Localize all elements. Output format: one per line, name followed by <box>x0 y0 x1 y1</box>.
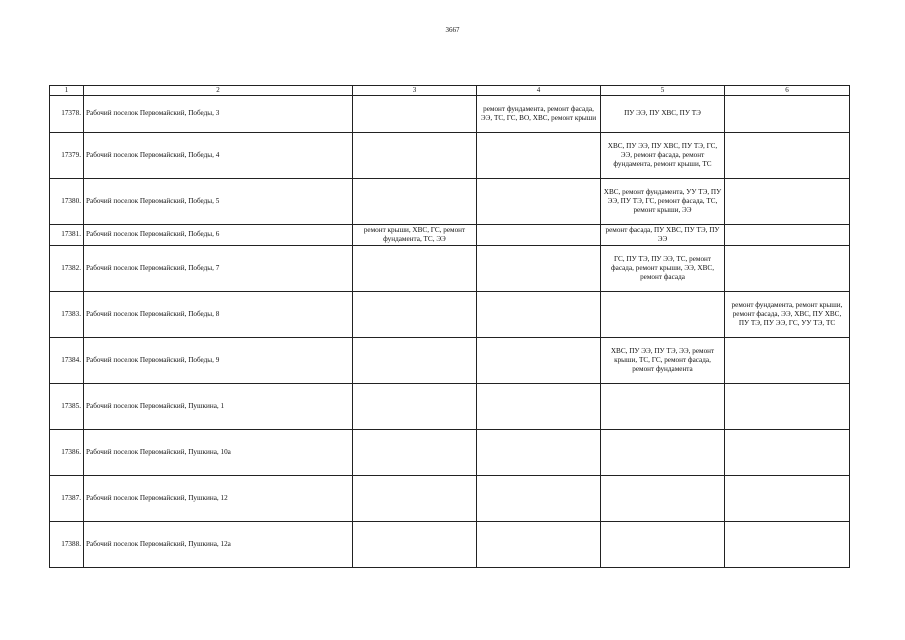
works-col-6 <box>725 430 850 476</box>
works-col-5 <box>601 476 725 522</box>
row-number: 17384. <box>50 338 84 384</box>
works-col-3 <box>353 522 477 568</box>
row-number: 17382. <box>50 246 84 292</box>
page-number: 3667 <box>445 26 460 34</box>
works-col-5 <box>601 384 725 430</box>
row-address: Рабочий поселок Первомайский, Победы, 6 <box>84 225 353 246</box>
table-row <box>50 430 850 476</box>
works-col-3 <box>353 476 477 522</box>
table-row <box>50 292 850 338</box>
works-col-4 <box>477 133 601 179</box>
row-number: 17378. <box>50 96 84 133</box>
row-number: 17388. <box>50 522 84 568</box>
works-col-6 <box>725 96 850 133</box>
row-address: Рабочий поселок Первомайский, Победы, 7 <box>84 246 353 292</box>
works-col-4 <box>477 338 601 384</box>
works-col-4: ремонт фундамента, ремонт фасада, ЭЭ, ТС, ГС, ВО, ХВС, ремонт крыши <box>477 96 601 133</box>
row-number: 17380. <box>50 179 84 225</box>
works-col-4 <box>477 246 601 292</box>
table-row <box>50 476 850 522</box>
works-col-5: ГС, ПУ ТЭ, ПУ ЭЭ, ТС, ремонт фасада, ремонт крыши, ЭЭ, ХВС, ремонт фасада <box>601 246 725 292</box>
works-col-3: ремонт крыши, ХВС, ГС, ремонт фундамента, ТС, ЭЭ <box>353 225 477 246</box>
works-col-3 <box>353 179 477 225</box>
works-col-5: ХВС, ПУ ЭЭ, ПУ ТЭ, ЭЭ, ремонт крыши, ТС, ГС, ремонт фасада, ремонт фундамента <box>601 338 725 384</box>
row-number: 17383. <box>50 292 84 338</box>
table-row <box>50 179 850 225</box>
works-col-5: ПУ ЭЭ, ПУ ХВС, ПУ ТЭ <box>601 96 725 133</box>
works-col-4 <box>477 430 601 476</box>
table-row <box>50 96 850 133</box>
works-col-6 <box>725 522 850 568</box>
row-address: Рабочий поселок Первомайский, Победы, 4 <box>84 133 353 179</box>
works-col-4 <box>477 522 601 568</box>
column-header: 4 <box>477 86 601 96</box>
table-row <box>50 246 850 292</box>
works-col-4 <box>477 179 601 225</box>
works-col-6: ремонт фундамента, ремонт крыши, ремонт фасада, ЭЭ, ХВС, ПУ ХВС, ПУ ТЭ, ПУ ЭЭ, ГС, УУ ТЭ, ТС <box>725 292 850 338</box>
column-number-row <box>50 86 850 96</box>
row-address: Рабочий поселок Первомайский, Пушкина, 1 <box>84 384 353 430</box>
table-row <box>50 225 850 246</box>
table-row <box>50 384 850 430</box>
row-number: 17385. <box>50 384 84 430</box>
works-col-3 <box>353 430 477 476</box>
works-col-3 <box>353 338 477 384</box>
works-col-4 <box>477 476 601 522</box>
works-col-3 <box>353 133 477 179</box>
works-col-4 <box>477 292 601 338</box>
table-row <box>50 338 850 384</box>
works-col-6 <box>725 338 850 384</box>
works-col-6 <box>725 246 850 292</box>
row-address: Рабочий поселок Первомайский, Победы, 8 <box>84 292 353 338</box>
column-header: 6 <box>725 86 850 96</box>
column-header: 1 <box>50 86 84 96</box>
works-col-3 <box>353 384 477 430</box>
row-address: Рабочий поселок Первомайский, Пушкина, 12 <box>84 476 353 522</box>
works-col-3 <box>353 292 477 338</box>
works-col-5 <box>601 522 725 568</box>
works-col-6 <box>725 179 850 225</box>
works-col-3 <box>353 96 477 133</box>
column-header: 5 <box>601 86 725 96</box>
table-row <box>50 133 850 179</box>
works-col-6 <box>725 133 850 179</box>
works-col-5: ХВС, ремонт фундамента, УУ ТЭ, ПУ ЭЭ, ПУ ТЭ, ГС, ремонт фасада, ТС, ремонт крыши, ЭЭ <box>601 179 725 225</box>
works-col-6 <box>725 225 850 246</box>
column-header: 2 <box>84 86 353 96</box>
works-col-5: ремонт фасада, ПУ ХВС, ПУ ТЭ, ПУ ЭЭ <box>601 225 725 246</box>
works-col-4 <box>477 225 601 246</box>
row-number: 17379. <box>50 133 84 179</box>
row-address: Рабочий поселок Первомайский, Победы, 5 <box>84 179 353 225</box>
works-col-4 <box>477 384 601 430</box>
works-col-5 <box>601 292 725 338</box>
row-number: 17381. <box>50 225 84 246</box>
row-address: Рабочий поселок Первомайский, Пушкина, 10а <box>84 430 353 476</box>
works-col-3 <box>353 246 477 292</box>
works-table <box>49 85 850 568</box>
row-number: 17387. <box>50 476 84 522</box>
row-number: 17386. <box>50 430 84 476</box>
works-col-5: ХВС, ПУ ЭЭ, ПУ ХВС, ПУ ТЭ, ГС, ЭЭ, ремонт фасада, ремонт фундамента, ремонт крыши, ТС <box>601 133 725 179</box>
works-col-5 <box>601 430 725 476</box>
table-row <box>50 522 850 568</box>
column-header: 3 <box>353 86 477 96</box>
works-col-6 <box>725 384 850 430</box>
row-address: Рабочий поселок Первомайский, Пушкина, 12а <box>84 522 353 568</box>
row-address: Рабочий поселок Первомайский, Победы, 3 <box>84 96 353 133</box>
works-col-6 <box>725 476 850 522</box>
row-address: Рабочий поселок Первомайский, Победы, 9 <box>84 338 353 384</box>
